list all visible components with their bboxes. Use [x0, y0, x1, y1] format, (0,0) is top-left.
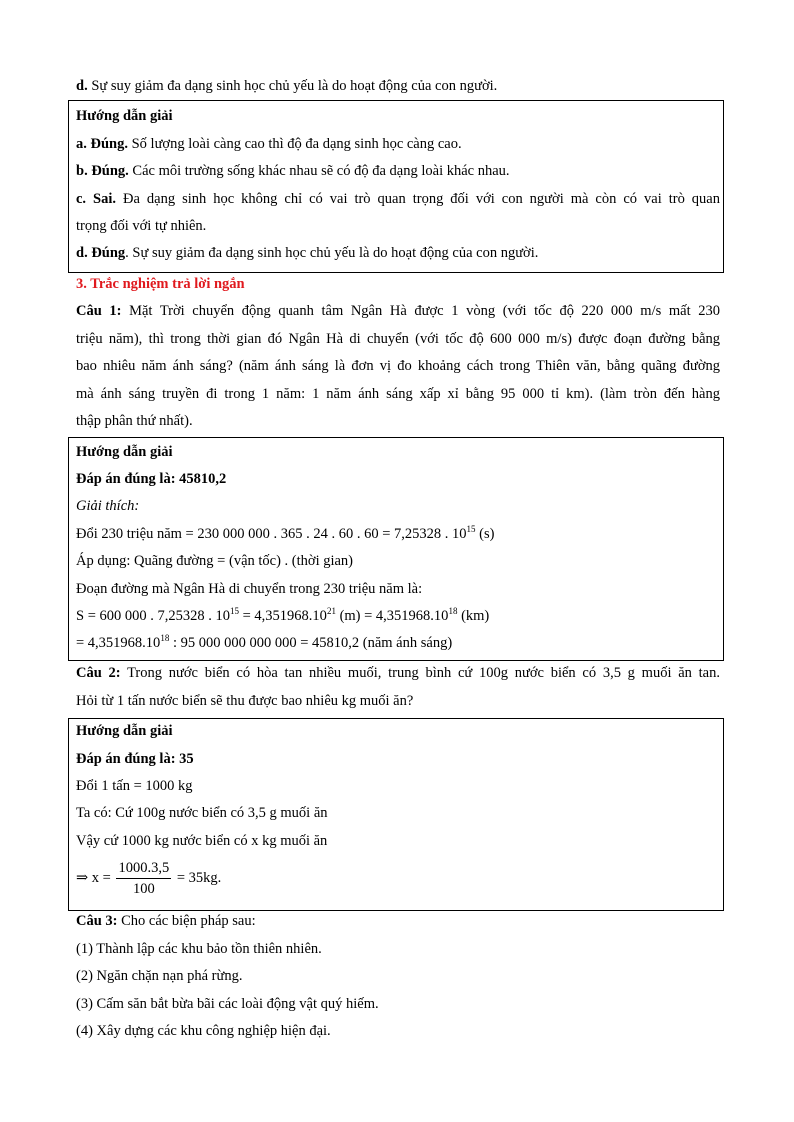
answer-1: Đáp án đúng là: 45810,2 [76, 471, 227, 487]
question-1-line3: bao nhiêu năm ánh sáng? (năm ánh sáng là đơn vị đo khoảng cách trong Thiên văn, bằng quãng đường [76, 358, 720, 374]
question-3-label: Câu 3: [76, 913, 118, 929]
question-2-label: Câu 2: [76, 665, 121, 681]
question-2-line2: Hỏi từ 1 tấn nước biển sẽ thu được bao nhiêu kg muối ăn? [76, 693, 414, 709]
calc-line-4-exp2: 21 [326, 606, 336, 617]
calc-line-4-a: S = 600 000 . 7,25328 . 10 [76, 608, 230, 624]
q3-option-1: (1) Thành lập các khu bảo tồn thiên nhiên. [76, 941, 322, 957]
solution-b-label: b. Đúng. [76, 163, 129, 179]
question-1-line5: thập phân thứ nhất). [76, 413, 193, 429]
question-2-text1: Trong nước biển có hòa tan nhiều muối, trung bình cứ 100g nước biển có 3,5 g muối ăn tan. [120, 665, 720, 681]
question-1-label: Câu 1: [76, 303, 122, 319]
calc-line-4-exp1: 15 [230, 606, 239, 617]
calc-line-5-a: = 4,351968.10 [76, 635, 161, 651]
calc-line-1 [76, 524, 720, 544]
statement-d [76, 76, 720, 96]
q3-option-2: (2) Ngăn chặn nạn phá rừng. [76, 968, 243, 984]
solution-d [76, 243, 720, 263]
question-3-text: Cho các biện pháp sau: [117, 913, 256, 929]
fraction-numerator: 1000.3,5 [116, 860, 171, 879]
solution-b-text: Các môi trường sống khác nhau sẽ có độ đa dạng loài khác nhau. [128, 163, 510, 179]
calc-line-1-unit: (s) [475, 526, 495, 542]
solution-a-text: Số lượng loài càng cao thì độ đa dạng sinh học càng cao. [127, 136, 462, 152]
question-3-intro [76, 911, 720, 931]
calc-line-4-exp3: 18 [448, 606, 458, 617]
solution-box-3-title: Hướng dẫn giải [76, 723, 173, 739]
solution-a-label: a. Đúng. [76, 136, 128, 152]
section-3-heading: 3. Trắc nghiệm trả lời ngắn [76, 276, 245, 292]
calc-line-4 [76, 606, 720, 626]
calc-line-5-exp: 18 [160, 633, 170, 644]
solution-d-text: . Sự suy giảm đa dạng sinh học chủ yếu là do hoạt động của con người. [125, 245, 539, 261]
q2-line-3: Vậy cứ 1000 kg nước biển có x kg muối ăn [76, 833, 328, 849]
q3-option-3: (3) Cấm săn bắt bừa bãi các loài động vật quý hiếm. [76, 996, 379, 1012]
question-1-line4: mà ánh sáng truyền đi trong 1 năm: 1 năm ánh sáng xấp xỉ bằng 95 000 tỉ km). (làm tròn đến hàng [76, 386, 720, 402]
solution-c-text1: Đa dạng sinh học không chỉ có vai trò quan trọng đối với con người mà còn có vai trò quan [116, 191, 720, 207]
calc-line-4-c: (m) = 4,351968.10 [335, 608, 449, 624]
solution-box-2-title: Hướng dẫn giải [76, 444, 173, 460]
solution-d-label: d. Đúng [76, 245, 126, 261]
solution-a [76, 134, 720, 154]
statement-d-label: d. [76, 78, 88, 94]
calc-line-1-exp: 15 [466, 524, 476, 535]
question-1-text1: Mặt Trời chuyển động quanh tâm Ngân Hà được 1 vòng (với tốc độ 220 000 m/s mất 230 [121, 303, 720, 319]
calc-line-3: Đoạn đường mà Ngân Hà di chuyển trong 230 triệu năm là: [76, 581, 423, 597]
question-1-line1 [76, 301, 720, 321]
solution-b [76, 161, 720, 181]
q2-line-2: Ta có: Cứ 100g nước biển có 3,5 g muối ăn [76, 805, 328, 821]
solution-c-line2: trọng đối với tự nhiên. [76, 218, 207, 234]
calc-line-4-b: = 4,351968.10 [239, 608, 327, 624]
fraction [116, 860, 171, 897]
calc-line-5 [76, 633, 720, 653]
q2-line-1: Đổi 1 tấn = 1000 kg [76, 778, 193, 794]
calc-line-5-b: : 95 000 000 000 000 = 45810,2 (năm ánh sáng) [169, 635, 453, 651]
answer-2: Đáp án đúng là: 35 [76, 751, 194, 767]
fraction-result: = 35kg. [176, 870, 222, 886]
implies-x: ⇒ x = [76, 870, 111, 886]
solution-c-label: c. Sai. [76, 191, 117, 207]
calc-line-1-text: Đổi 230 triệu năm = 230 000 000 . 365 . 24 . 60 . 60 = 7,25328 . 10 [76, 526, 467, 542]
fraction-denominator: 100 [132, 881, 155, 898]
q2-fraction-line [76, 858, 720, 898]
statement-d-text: Sự suy giảm đa dạng sinh học chủ yếu là do hoạt động của con người. [87, 78, 498, 94]
q3-option-4: (4) Xây dựng các khu công nghiệp hiện đại. [76, 1023, 331, 1039]
calc-line-2: Áp dụng: Quãng đường = (vận tốc) . (thời gian) [76, 553, 354, 569]
question-1-line2: triệu năm), thì trong thời gian đó Ngân Hà di chuyển (với tốc độ 600 000 m/s) được đoạn đường bằng [76, 331, 720, 347]
explanation-label: Giải thích: [76, 498, 140, 514]
solution-c-line1 [76, 189, 720, 209]
calc-line-4-d: (km) [457, 608, 490, 624]
question-2-line1 [76, 663, 720, 683]
solution-box-1-title: Hướng dẫn giải [76, 108, 173, 124]
